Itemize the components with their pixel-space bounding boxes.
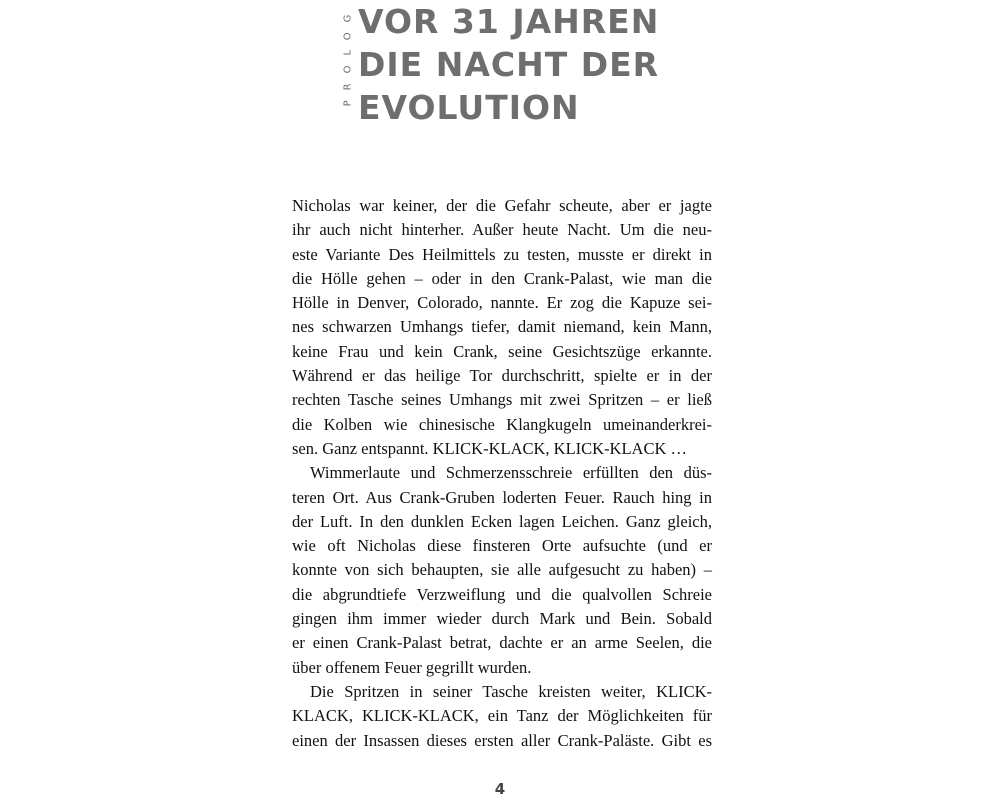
text-line: keine Frau und kein Crank, seine Gesichtszüge erkannte. <box>292 341 712 361</box>
text-line: einen der Insassen dieses ersten aller Crank-Paläste. Gibt es <box>292 730 712 750</box>
text-line: über offenem Feuer gegrillt wurden. <box>292 657 532 677</box>
text-line: Wimmerlaute und Schmerzensschreie erfüllten den düs- <box>310 463 712 483</box>
text-line: sen. Ganz entspannt. KLICK-KLACK, KLICK-KLACK … <box>292 438 688 458</box>
text-line: teren Ort. Aus Crank-Gruben loderten Feuer. Rauch hing in <box>292 487 712 507</box>
paragraph-3 <box>292 680 712 753</box>
chapter-title <box>358 0 688 129</box>
text-line: gingen ihm immer wieder durch Mark und Bein. Sobald <box>292 609 712 629</box>
chapter-label <box>338 4 358 106</box>
text-line: ihr auch nicht hinterher. Außer heute Nacht. Um die neu- <box>292 220 712 240</box>
text-line: nes schwarzen Umhangs tiefer, damit niemand, kein Mann, <box>292 317 712 337</box>
text-line: wie oft Nicholas diese finsteren Orte aufsuchte (und er <box>292 536 712 556</box>
text-line: konnte von sich behaupten, sie alle aufgesucht zu haben) – <box>292 560 712 580</box>
text-line: die Hölle gehen – oder in den Crank-Palast, wie man die <box>292 268 712 288</box>
chapter-title-line-3: EVOLUTION <box>358 88 580 127</box>
text-line: Hölle in Denver, Colorado, nannte. Er zog die Kapuze sei- <box>292 293 712 313</box>
text-line: Nicholas war keiner, der die Gefahr scheute, aber er jagte <box>292 196 712 215</box>
body-text <box>292 194 712 753</box>
text-line: Die Spritzen in seiner Tasche kreisten weiter, KLICK- <box>310 681 712 701</box>
text-line: der Luft. In den dunklen Ecken lagen Leichen. Ganz gleich, <box>292 511 712 531</box>
text-line: die abgrundtiefe Verzweiflung und die qualvollen Schreie <box>292 584 712 604</box>
paragraph-2 <box>292 461 712 680</box>
text-line: Während er das heilige Tor durchschritt, spielte er in der <box>292 366 712 386</box>
paragraph-1 <box>292 194 712 461</box>
text-line: este Variante Des Heilmittels zu testen, musste er direkt in <box>292 244 712 264</box>
text-line: er einen Crank-Palast betrat, dachte er an arme Seelen, die <box>292 633 712 653</box>
text-line: rechten Tasche seines Umhangs mit zwei Spritzen – er ließ <box>292 390 712 410</box>
chapter-title-line-1: VOR 31 JAHREN <box>358 2 660 41</box>
chapter-title-line-2: DIE NACHT DER <box>358 45 660 84</box>
chapter-label-text: PROLOG <box>342 4 354 106</box>
text-line: KLACK, KLICK-KLACK, ein Tanz der Möglichkeiten für <box>292 706 712 726</box>
page-number: 4 <box>494 780 506 798</box>
text-line: die Kolben wie chinesische Klangkugeln umeinanderkrei- <box>292 414 712 434</box>
